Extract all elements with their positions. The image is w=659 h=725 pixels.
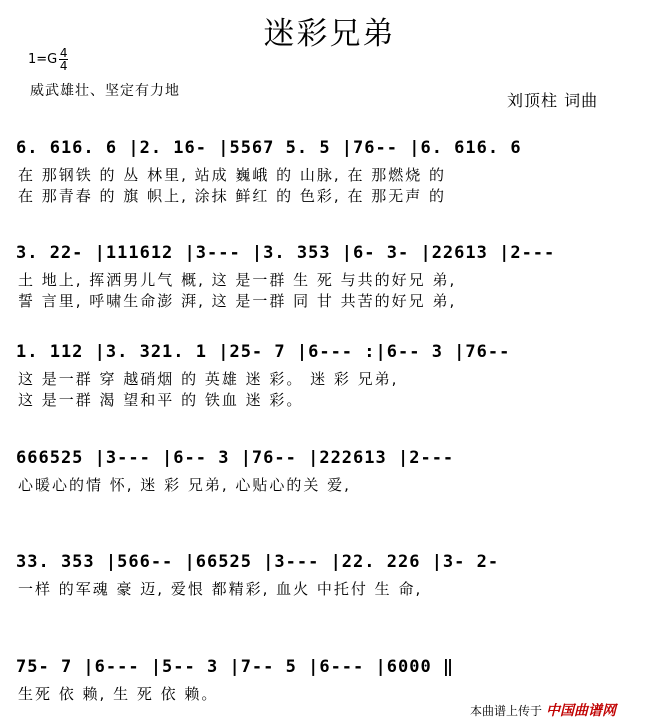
lyrics-line-1b: 在 那青春 的 旗 帜上, 涂抹 鲜红 的 色彩, 在 那无声 的 bbox=[18, 187, 446, 205]
site-logo[interactable]: 中国曲谱网 bbox=[546, 703, 617, 719]
author-credit: 刘顶柱 词曲 bbox=[507, 91, 599, 110]
time-sig-top: 4 bbox=[59, 46, 68, 60]
notation-line-3: 1. 112 |3. 321. 1 |25- 7 |6--- :|6-- 3 |76-- bbox=[16, 342, 511, 362]
lyrics-line-1a: 在 那钢铁 的 丛 林里, 站成 巍峨 的 山脉, 在 那燃烧 的 bbox=[18, 166, 446, 184]
lyrics-line-2b: 誓 言里, 呼啸生命澎 湃, 这 是一群 同 甘 共苦的好兄 弟, bbox=[18, 292, 457, 310]
tempo-marking: 威武雄壮、坚定有力地 bbox=[30, 83, 180, 99]
notation-line-6: 75- 7 |6--- |5-- 3 |7-- 5 |6--- |6000 ‖ bbox=[16, 657, 455, 677]
lyrics-line-3b: 这 是一群 渴 望和平 的 铁血 迷 彩。 bbox=[18, 391, 304, 409]
lyrics-line-5: 一样 的军魂 豪 迈, 爱恨 都精彩, 血火 中托付 生 命, bbox=[18, 580, 423, 598]
key-signature bbox=[28, 47, 68, 72]
page-title: 迷彩兄弟 bbox=[263, 16, 396, 52]
time-sig-bottom: 4 bbox=[59, 59, 68, 73]
notation-line-2: 3. 22- |111612 |3--- |3. 353 |6- 3- |22613 |2--- bbox=[16, 243, 556, 263]
notation-line-5: 33. 353 |566-- |66525 |3--- |22. 226 |3- 2- bbox=[16, 552, 500, 572]
lyrics-line-2a: 土 地上, 挥洒男儿气 概, 这 是一群 生 死 与共的好兄 弟, bbox=[18, 271, 457, 289]
lyrics-line-6: 生死 依 赖, 生 死 依 赖。 bbox=[18, 685, 219, 703]
lyrics-line-4: 心暖心的情 怀, 迷 彩 兄弟, 心贴心的关 爱, bbox=[18, 476, 351, 494]
lyrics-line-3a: 这 是一群 穿 越硝烟 的 英雄 迷 彩。 迷 彩 兄弟, bbox=[18, 370, 399, 388]
footer-credit bbox=[470, 700, 616, 720]
key-label: 1=G bbox=[28, 52, 58, 67]
footer-text: 本曲谱上传于 bbox=[470, 703, 543, 718]
notation-line-1: 6. 616. 6 |2. 16- |5567 5. 5 |76-- |6. 616. 6 bbox=[16, 138, 522, 158]
notation-line-4: 666525 |3--- |6-- 3 |76-- |222613 |2--- bbox=[16, 448, 455, 468]
time-signature bbox=[59, 47, 68, 72]
